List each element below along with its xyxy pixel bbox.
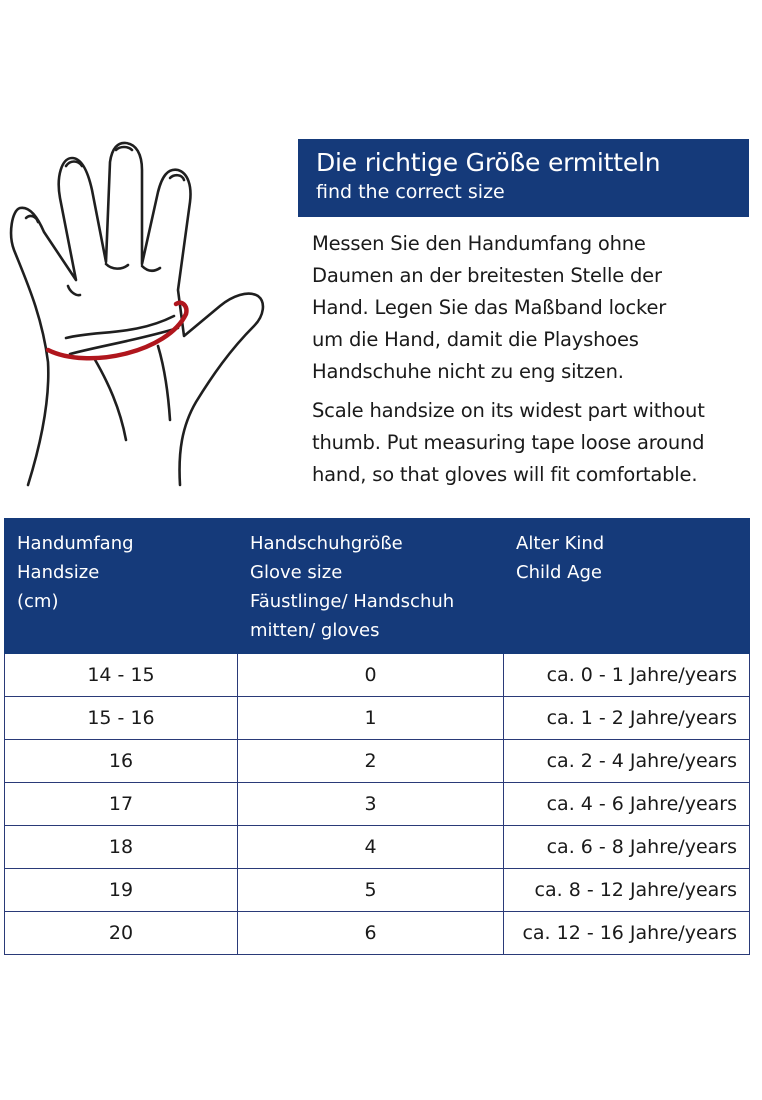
header-line: Child Age — [516, 562, 602, 583]
header-line: Handumfang — [17, 533, 134, 554]
cell-handsize: 19 — [5, 869, 238, 912]
header-glove-size — [238, 519, 504, 654]
header-handsize — [5, 519, 238, 654]
header-line: (cm) — [17, 591, 59, 612]
description-line: um die Hand, damit die Playshoes — [312, 328, 639, 351]
cell-glove-size: 3 — [238, 783, 504, 826]
description-line: Hand. Legen Sie das Maßband locker — [312, 296, 667, 319]
size-table — [4, 518, 750, 955]
header-line: Alter Kind — [516, 533, 605, 554]
hand-measure-icon — [8, 140, 288, 490]
header-line: mitten/ gloves — [250, 620, 380, 641]
cell-glove-size: 2 — [238, 740, 504, 783]
header-line: Fäustlinge/ Handschuh — [250, 591, 455, 612]
header-child-age — [504, 519, 750, 654]
cell-handsize: 17 — [5, 783, 238, 826]
cell-child-age: ca. 6 - 8 Jahre/years — [504, 826, 750, 869]
table-row — [5, 783, 750, 826]
title-banner — [298, 139, 749, 217]
table-row — [5, 869, 750, 912]
cell-child-age: ca. 12 - 16 Jahre/years — [504, 912, 750, 955]
cell-glove-size: 6 — [238, 912, 504, 955]
description-german — [312, 228, 760, 388]
description-line: thumb. Put measuring tape loose around — [312, 431, 705, 454]
table-header — [5, 519, 750, 654]
cell-glove-size: 5 — [238, 869, 504, 912]
header-line: Glove size — [250, 562, 343, 583]
page-title: Die richtige Größe ermitteln — [316, 148, 661, 177]
table-body — [5, 654, 750, 955]
description-english — [312, 395, 760, 491]
header-line: Handsize — [17, 562, 100, 583]
cell-glove-size: 0 — [238, 654, 504, 697]
description-line: Scale handsize on its widest part without — [312, 399, 705, 422]
hand-illustration — [8, 140, 288, 490]
cell-child-age: ca. 2 - 4 Jahre/years — [504, 740, 750, 783]
table-row — [5, 912, 750, 955]
cell-child-age: ca. 4 - 6 Jahre/years — [504, 783, 750, 826]
description-line: Daumen an der breitesten Stelle der — [312, 264, 662, 287]
cell-child-age: ca. 8 - 12 Jahre/years — [504, 869, 750, 912]
header-line: Handschuhgröße — [250, 533, 403, 554]
cell-glove-size: 4 — [238, 826, 504, 869]
cell-child-age: ca. 1 - 2 Jahre/years — [504, 697, 750, 740]
page-subtitle: find the correct size — [316, 181, 505, 203]
table-row — [5, 826, 750, 869]
description-line: Messen Sie den Handumfang ohne — [312, 232, 646, 255]
cell-child-age: ca. 0 - 1 Jahre/years — [504, 654, 750, 697]
cell-handsize: 16 — [5, 740, 238, 783]
table-row — [5, 654, 750, 697]
cell-handsize: 18 — [5, 826, 238, 869]
cell-glove-size: 1 — [238, 697, 504, 740]
description-line: hand, so that gloves will fit comfortable. — [312, 463, 698, 486]
cell-handsize: 15 - 16 — [5, 697, 238, 740]
table-row — [5, 697, 750, 740]
description-line: Handschuhe nicht zu eng sitzen. — [312, 360, 624, 383]
cell-handsize: 20 — [5, 912, 238, 955]
table-row — [5, 740, 750, 783]
cell-handsize: 14 - 15 — [5, 654, 238, 697]
